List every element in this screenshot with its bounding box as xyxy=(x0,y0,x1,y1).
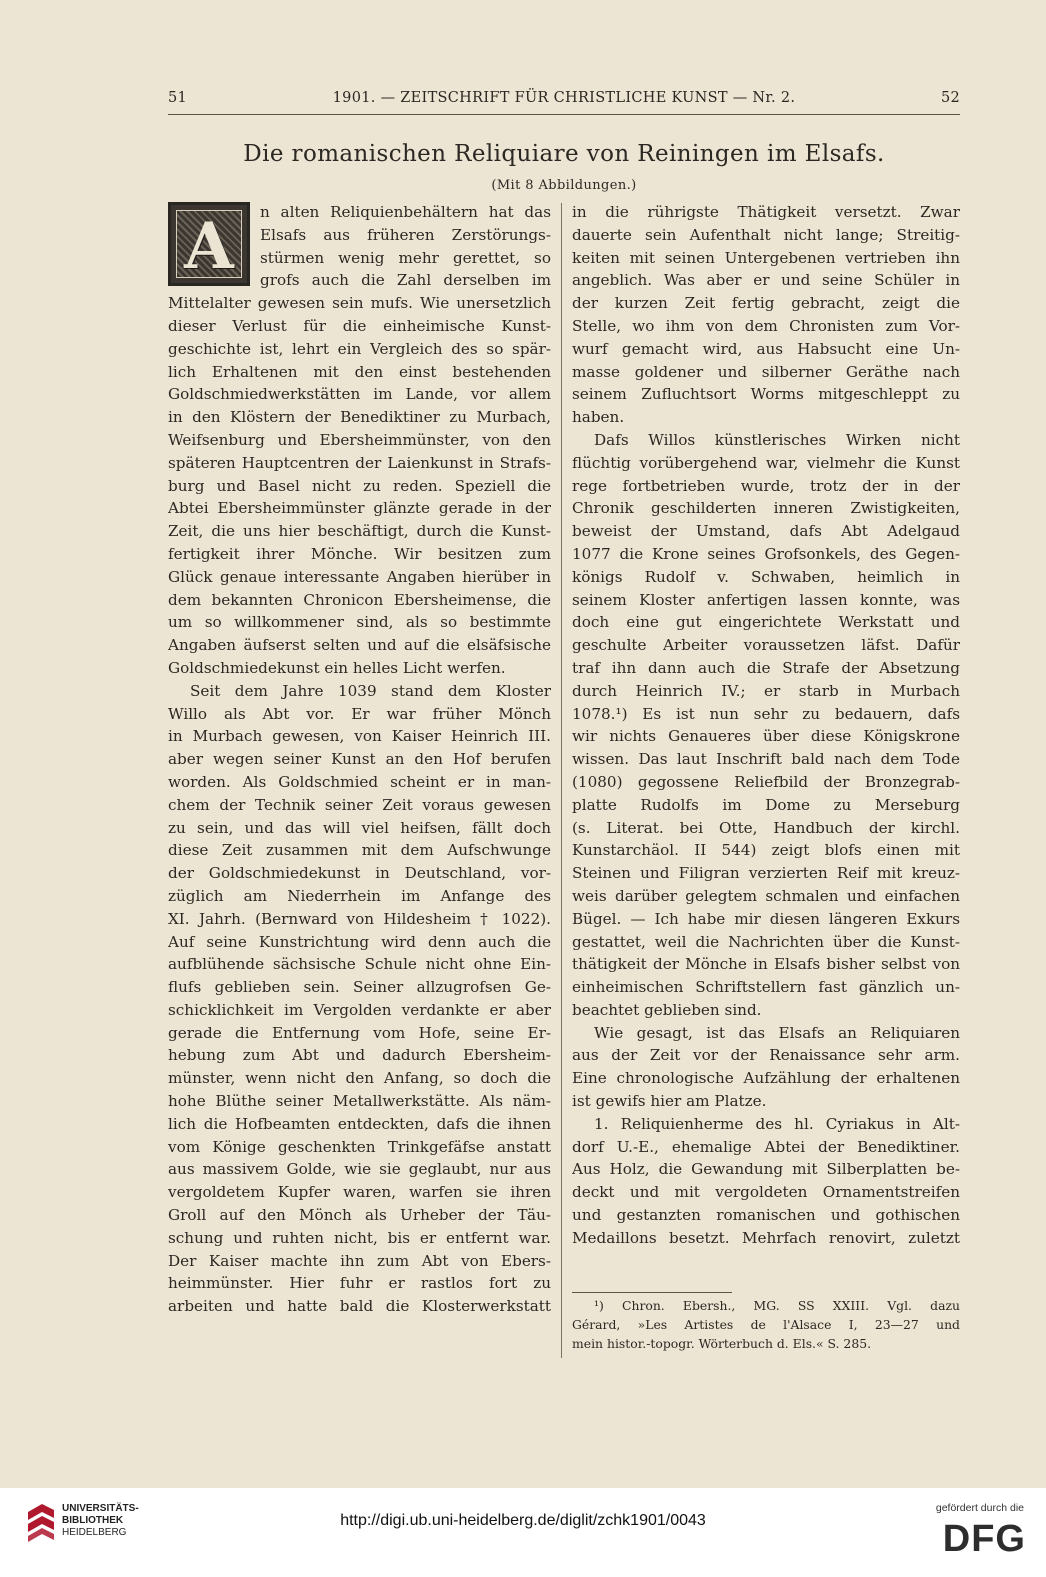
text-line: Stelle, wo ihm von dem Chronisten zum Vor- xyxy=(572,316,960,335)
text-line: platte Rudolfs im Dome zu Merseburg xyxy=(572,795,960,814)
left-column xyxy=(168,201,551,1318)
text-line: lich die Hofbeamten entdeckten, dafs die ihnen xyxy=(168,1114,551,1133)
footnote-line: Gérard, »Les Artistes de l'Alsace I, 23—27 und xyxy=(572,1317,960,1332)
text-line: burg und Basel nicht zu reden. Speziell die xyxy=(168,476,551,495)
footnote-rule xyxy=(572,1292,732,1293)
text-line: Weifsenburg und Ebersheimmünster, von den xyxy=(168,430,551,449)
text-line: Eine chronologische Aufzählung der erhaltenen xyxy=(572,1069,960,1088)
footnote xyxy=(572,1296,960,1353)
text-line: stürmen wenig mehr gerettet, so xyxy=(260,248,551,267)
text-line: der Goldschmiedekunst in Deutschland, vor- xyxy=(168,864,551,883)
text-line: heimmünster. Hier fuhr er rastlos fort zu xyxy=(168,1274,551,1293)
text-line: Auf seine Kunstrichtung wird denn auch die xyxy=(168,932,551,951)
text-line: fertigkeit ihrer Mönche. Wir besitzen zum xyxy=(168,544,551,563)
text-line: haben. xyxy=(572,408,625,427)
text-line: chem der Technik seiner Zeit voraus gewesen xyxy=(168,795,551,814)
text-line: Elsafs aus früheren Zerstörungs- xyxy=(260,225,551,244)
text-line: in den Klöstern der Benediktiner zu Murbach, xyxy=(168,408,551,427)
text-line: gerade die Entfernung vom Hofe, seine Er- xyxy=(168,1023,551,1042)
running-title: 1901. — ZEITSCHRIFT FÜR CHRISTLICHE KUNST — Nr. 2. xyxy=(332,90,796,106)
text-line: aus der Zeit vor der Renaissance sehr arm. xyxy=(572,1046,960,1065)
text-line: rege fortbetrieben wurde, trotz der in der xyxy=(572,476,960,495)
text-line: Dafs Willos künstlerisches Wirken nicht xyxy=(594,430,960,449)
text-line: Goldschmiedekunst ein helles Licht werfen. xyxy=(168,658,506,677)
text-line: Mittelalter gewesen sein mufs. Wie unersetzlich xyxy=(168,294,551,313)
text-line: wir nichts Genaueres über diese Königskrone xyxy=(572,727,960,746)
right-column xyxy=(572,201,960,1250)
text-line: arbeiten und hatte bald die Klosterwerkstatt xyxy=(168,1297,551,1316)
text-line: Steinen und Filigran verzierten Reif mit kreuz- xyxy=(572,864,960,883)
text-line: hebung zum Abt und dadurch Ebersheim- xyxy=(168,1046,551,1065)
text-line: münster, wenn nicht den Anfang, so doch die xyxy=(168,1069,551,1088)
library-name-line: UNIVERSITÄTS- xyxy=(62,1503,139,1514)
text-line: Medaillons besetzt. Mehrfach renovirt, zuletzt xyxy=(572,1228,960,1247)
dfg-logo: DFG xyxy=(942,1518,1026,1560)
text-line: dauerte sein Aufenthalt nicht lange; Streitig- xyxy=(572,225,960,244)
text-line: geschulte Arbeiter voraussetzen läfst. Dafür xyxy=(572,636,960,655)
page-number-right: 52 xyxy=(940,90,960,106)
footnote-line: mein histor.-topogr. Wörterbuch d. Els.« S. 285. xyxy=(572,1336,872,1351)
text-line: Bügel. — Ich habe mir diesen längeren Exkurs xyxy=(572,909,960,928)
text-line: (s. Literat. bei Otte, Handbuch der kirchl. xyxy=(572,818,960,837)
column-divider xyxy=(561,203,562,1358)
text-line: angeblich. Was aber er und seine Schüler in xyxy=(572,271,960,290)
text-line: schicklichkeit im Vergolden verdankte er aber xyxy=(168,1000,551,1019)
text-line: Aus Holz, die Gewandung mit Silberplatten be- xyxy=(572,1160,960,1179)
text-line: Zeit, die uns hier beschäftigt, durch die Kunst- xyxy=(168,522,551,541)
text-line: beachtet geblieben sind. xyxy=(572,1000,762,1019)
text-line: Seit dem Jahre 1039 stand dem Kloster xyxy=(190,681,551,700)
sponsor-label: gefördert durch die xyxy=(935,1502,1024,1514)
text-line: Glück genaue interessante Angaben hierüber in xyxy=(168,567,551,586)
text-line: aufblühende sächsische Schule nicht ohne Ein- xyxy=(168,955,551,974)
text-line: dorf U.-E., ehemalige Abtei der Benediktiner. xyxy=(572,1137,960,1156)
text-line: wissen. Das laut Inschrift bald nach dem Tode xyxy=(572,750,960,769)
library-name-line: HEIDELBERG xyxy=(62,1527,127,1538)
text-line: dieser Verlust für die einheimische Kunst- xyxy=(168,316,551,335)
text-line: (1080) gegossene Reliefbild der Bronzegrab- xyxy=(572,772,960,791)
text-line: doch eine gut eingerichtete Werkstatt und xyxy=(572,613,960,632)
text-line: seinem Kloster anfertigen lassen konnte, was xyxy=(572,590,960,609)
text-line: keiten mit seinen Untergebenen vertrieben ihn xyxy=(572,248,960,267)
text-line: diese Zeit zusammen mit dem Aufschwunge xyxy=(168,841,551,860)
text-line: und gestanzten romanischen und gothischen xyxy=(572,1206,960,1225)
text-line: vergoldetem Kupfer waren, warfen sie ihren xyxy=(168,1183,551,1202)
text-line: aber wegen seiner Kunst an den Hof berufen xyxy=(168,750,551,769)
text-line: der kurzen Zeit fertig gebracht, zeigt die xyxy=(572,294,960,313)
digitization-footer xyxy=(0,1488,1046,1577)
drop-cap-letter: A xyxy=(184,209,234,284)
library-name-line: BIBLIOTHEK xyxy=(62,1515,124,1526)
text-line: Der Kaiser machte ihn zum Abt von Ebers- xyxy=(168,1251,551,1270)
text-line: deckt und mit vergoldeten Ornamentstreifen xyxy=(572,1183,960,1202)
text-line: in Murbach gewesen, von Kaiser Heinrich III. xyxy=(168,727,551,746)
footnote-line: ¹) Chron. Ebersh., MG. SS XXIII. Vgl. dazu xyxy=(594,1298,960,1313)
text-line: einheimischen Schriftstellern fast gänzlich un- xyxy=(572,978,960,997)
text-line: weis darüber gelegtem schmalen und einfachen xyxy=(572,886,960,905)
text-line: um so willkommener sind, als so bestimmte xyxy=(168,613,551,632)
text-line: späteren Hauptcentren der Laienkunst in Strafs- xyxy=(168,453,551,472)
text-line: thätigkeit der Mönche in Elsafs bisher selbst von xyxy=(572,955,960,974)
permalink-url[interactable]: http://digi.ub.uni-heidelberg.de/diglit/zchk1901/0043 xyxy=(340,1512,706,1529)
running-header xyxy=(168,90,960,112)
text-line: gestattet, weil die Nachrichten über die Kunst- xyxy=(572,932,960,951)
text-line: vom Könige geschenkten Trinkgefäfse anstatt xyxy=(168,1137,551,1156)
article-title: Die romanischen Reliquiare von Reiningen im Elsafs. xyxy=(243,141,885,167)
text-line: zu sein, und das will viel heifsen, fällt doch xyxy=(168,818,551,837)
text-line: geschichte ist, lehrt ein Vergleich des so spär- xyxy=(168,339,551,358)
header-rule xyxy=(168,114,960,115)
text-line: masse goldener und silberner Geräthe nach xyxy=(572,362,960,381)
text-line: seinem Zufluchtsort Worms mitgeschleppt zu xyxy=(572,385,960,404)
text-line: Kunstarchäol. II 544) zeigt blofs einen mit xyxy=(572,841,960,860)
text-line: in die rührigste Thätigkeit versetzt. Zwar xyxy=(572,203,960,221)
text-line: Chronik geschilderten inneren Zwistigkeiten, xyxy=(572,499,960,518)
text-line: wurf gemacht wird, aus Habsucht eine Un- xyxy=(572,339,960,358)
text-line: flüchtig vorübergehend war, vielmehr die Kunst xyxy=(572,453,960,472)
text-line: XI. Jahrh. (Bernward von Hildesheim † 1022). xyxy=(168,909,551,928)
text-line: königs Rudolf v. Schwaben, heimlich in xyxy=(572,567,960,586)
text-line: 1. Reliquienherme des hl. Cyriakus in Alt- xyxy=(594,1114,960,1133)
text-line: schung und ruhten nicht, bis er entfernt war. xyxy=(168,1228,551,1247)
text-line: dem bekannten Chronicon Ebersheimense, die xyxy=(168,590,551,609)
article-subtitle: (Mit 8 Abbildungen.) xyxy=(491,178,637,193)
text-line: Angaben äufserst selten und auf die elsäfsische xyxy=(168,636,551,655)
text-line: Goldschmiedwerkstätten im Lande, vor allem xyxy=(168,385,551,404)
text-line: beweist der Umstand, dafs Abt Adelgaud xyxy=(572,522,960,541)
text-line: n alten Reliquienbehältern hat das xyxy=(260,203,551,221)
text-line: Abtei Ebersheimmünster glänzte gerade in der xyxy=(168,499,551,518)
text-line: Wie gesagt, ist das Elsafs an Reliquiaren xyxy=(594,1023,960,1042)
text-line: lich Erhaltenen mit den einst bestehenden xyxy=(168,362,551,381)
text-line: aus massivem Golde, wie sie geglaubt, nur aus xyxy=(168,1160,551,1179)
text-line: Willo als Abt vor. Er war früher Mönch xyxy=(168,704,551,723)
page-number-left: 51 xyxy=(168,90,188,106)
text-line: 1077 die Krone seines Grofsonkels, des Gegen- xyxy=(572,544,960,563)
text-line: hohe Blüthe seiner Metallwerkstätte. Als näm- xyxy=(168,1092,551,1111)
text-line: züglich am Niederrhein im Anfange des xyxy=(168,886,551,905)
text-line: worden. Als Goldschmied scheint er in man- xyxy=(168,772,551,791)
text-line: 1078.¹) Es ist nun sehr zu bedauern, dafs xyxy=(572,704,960,723)
text-line: ist gewifs hier am Platze. xyxy=(572,1092,767,1111)
text-line: traf ihn dann auch die Strafe der Absetzung xyxy=(572,658,960,677)
text-line: grofs auch die Zahl derselben im xyxy=(260,271,551,290)
text-line: Groll auf den Mönch als Urheber der Täu- xyxy=(168,1206,551,1225)
text-line: flufs geblieben sein. Seiner allzugrofsen Ge- xyxy=(168,978,551,997)
text-line: durch Heinrich IV.; er starb in Murbach xyxy=(572,681,960,700)
